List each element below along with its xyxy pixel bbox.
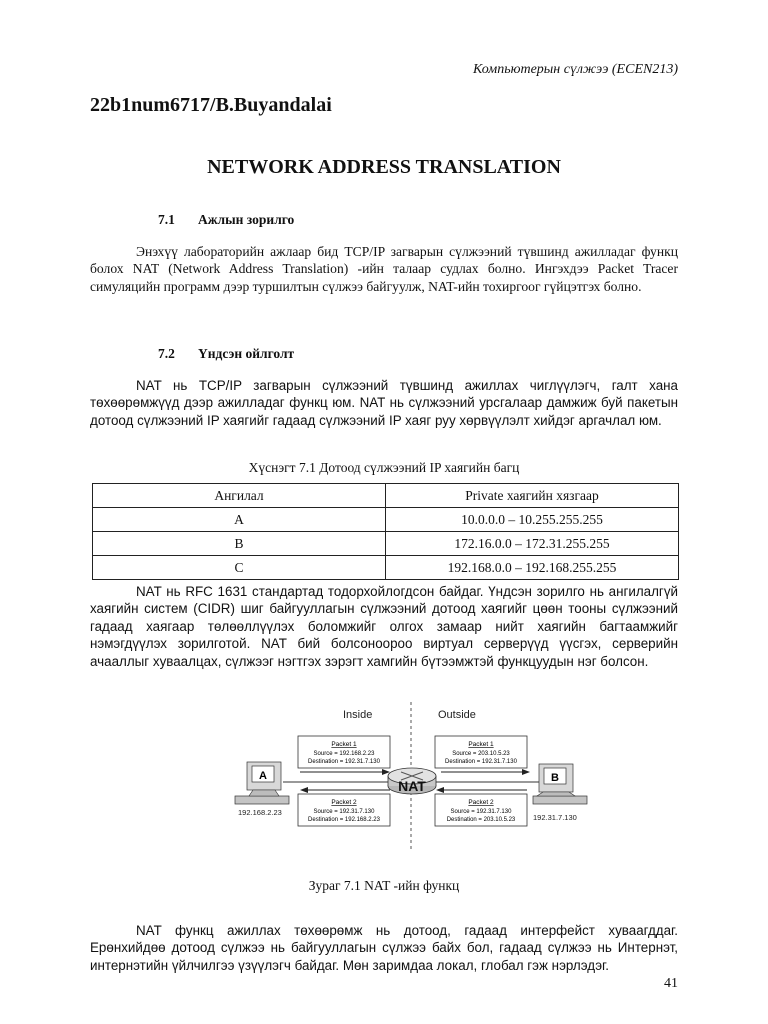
page-number: 41 [664, 976, 678, 991]
host-a-label: A [259, 770, 267, 782]
paragraph-concept [90, 377, 678, 429]
packet-box-outside-bottom [435, 794, 527, 826]
table-cell-range: 192.168.0.0 – 192.168.255.255 [386, 556, 679, 580]
table-caption: Хүснэгт 7.1 Дотоод сүлжээний IP хаягийн багц [248, 460, 520, 475]
paragraph-text: Энэхүү лабораторийн ажлаар бид TCP/IP загварын сүлжээний түвшинд ажилладаг функц болох NAT (Network Address Translation) -ийн талаар судлах болно. Ингэхдээ Packet Tracer симуляцийн программ дээр туршилтын сүлжээ байгуулж, NAT-ийн тохиргоог гүйцэтгэх болно. [90, 244, 678, 294]
packet-destination: Destination = 192.31.7.130 [445, 759, 517, 765]
paragraph-purpose [90, 243, 678, 295]
table-header-row [93, 484, 679, 508]
packet-destination: Destination = 192.168.2.23 [308, 817, 380, 823]
section-number: 7.2 [158, 346, 175, 361]
packet-source: Source = 192.31.7.130 [450, 809, 512, 815]
packet-box-outside-top [435, 736, 527, 768]
section-heading-7-2 [158, 346, 294, 362]
section-title: Үндсэн ойлголт [198, 346, 295, 361]
host-b-ip: 192.31.7.130 [533, 813, 577, 822]
host-b-computer-icon [533, 764, 587, 804]
table-header-cell: Private хаягийн хязгаар [386, 484, 679, 508]
ip-range-table [92, 483, 679, 580]
packet-source: Source = 192.31.7.130 [313, 809, 375, 815]
table-cell-range: 172.16.0.0 – 172.31.255.255 [386, 532, 679, 556]
packet-source: Source = 203.10.5.23 [452, 751, 510, 757]
nat-diagram [225, 700, 605, 860]
student-id: 22b1num6717/B.Buyandalai [90, 94, 332, 116]
paragraph-text: NAT нь TCP/IP загварын сүлжээний түвшинд ажиллах чиглүүлэгч, галт хана төхөөрөмжүүд дээр ажилладаг функц юм. NAT нь сүлжээний урсгалаар дамжиж буй пакетын дотоод сүлжээний IP хаягийг гадаад сүлжээний IP хаяг руу хөрвүүлэлт хийдэг аргачлал юм. [90, 378, 678, 428]
packet-box-inside-bottom [298, 794, 390, 826]
table-cell-class: C [93, 556, 386, 580]
packet-title: Packet 1 [468, 741, 494, 748]
nat-router-icon [388, 768, 436, 794]
table-cell-class: B [93, 532, 386, 556]
section-title: Ажлын зорилго [198, 212, 295, 227]
table-cell-class: A [93, 508, 386, 532]
inside-label: Inside [343, 709, 373, 721]
host-a-ip: 192.168.2.23 [238, 808, 282, 817]
table-row [93, 508, 679, 532]
outside-label: Outside [438, 709, 476, 721]
table-row [93, 556, 679, 580]
section-heading-7-1 [158, 212, 294, 228]
packet-destination: Destination = 203.10.5.23 [446, 817, 516, 823]
nat-label: NAT [398, 778, 426, 794]
table-row [93, 532, 679, 556]
packet-title: Packet 2 [468, 799, 494, 806]
paragraph-interfaces [90, 922, 678, 974]
page-title: NETWORK ADDRESS TRANSLATION [207, 156, 561, 178]
packet-title: Packet 1 [331, 741, 357, 748]
host-a-computer-icon [235, 762, 289, 804]
running-header: Компьютерын сүлжээ (ECEN213) [473, 62, 678, 77]
packet-destination: Destination = 192.31.7.130 [308, 759, 380, 765]
paragraph-rfc [90, 583, 678, 670]
table-header-cell: Ангилал [93, 484, 386, 508]
host-b-label: B [551, 772, 559, 784]
paragraph-text: NAT функц ажиллах төхөөрөмж нь дотоод, гадаад интерфейст хуваагддаг. Ерөнхийдөө дотоод сүлжээ нь байгууллагын сүлжээ байх бол, гадаад сүлжээ нь Интернэт, интернэтийн үйлчилгээ үзүүлэгч байдаг. Мөн заримдаа локал, глобал гэж нэрлэдэг. [90, 923, 678, 973]
section-number: 7.1 [158, 212, 175, 227]
packet-title: Packet 2 [331, 799, 357, 806]
paragraph-text: NAT нь RFC 1631 стандартад тодорхойлогдсон байдаг. Үндсэн зорилго нь ангилалгүй хаягийн систем (CIDR) шиг байгууллагын сүлжээний дотоод хаягийг цөөн тооны сүлжээний гадаад хаягаар төлөөллүүлэх боломжийг олгох замаар нийт хаягийн багтаамжийг нэмэгдүүлэх зорилготой. NAT бий болсоноороо виртуал серверүүд үүсгэх, серверийн ачааллыг хуваалцах, сүлжээг нэгтгэх зэрэгт хамгийн бүтээмжтэй функцуудын нэг болсон. [90, 584, 678, 669]
packet-source: Source = 192.168.2.23 [313, 751, 375, 757]
packet-box-inside-top [298, 736, 390, 768]
figure-caption: Зураг 7.1 NAT -ийн функц [308, 878, 460, 893]
table-cell-range: 10.0.0.0 – 10.255.255.255 [386, 508, 679, 532]
